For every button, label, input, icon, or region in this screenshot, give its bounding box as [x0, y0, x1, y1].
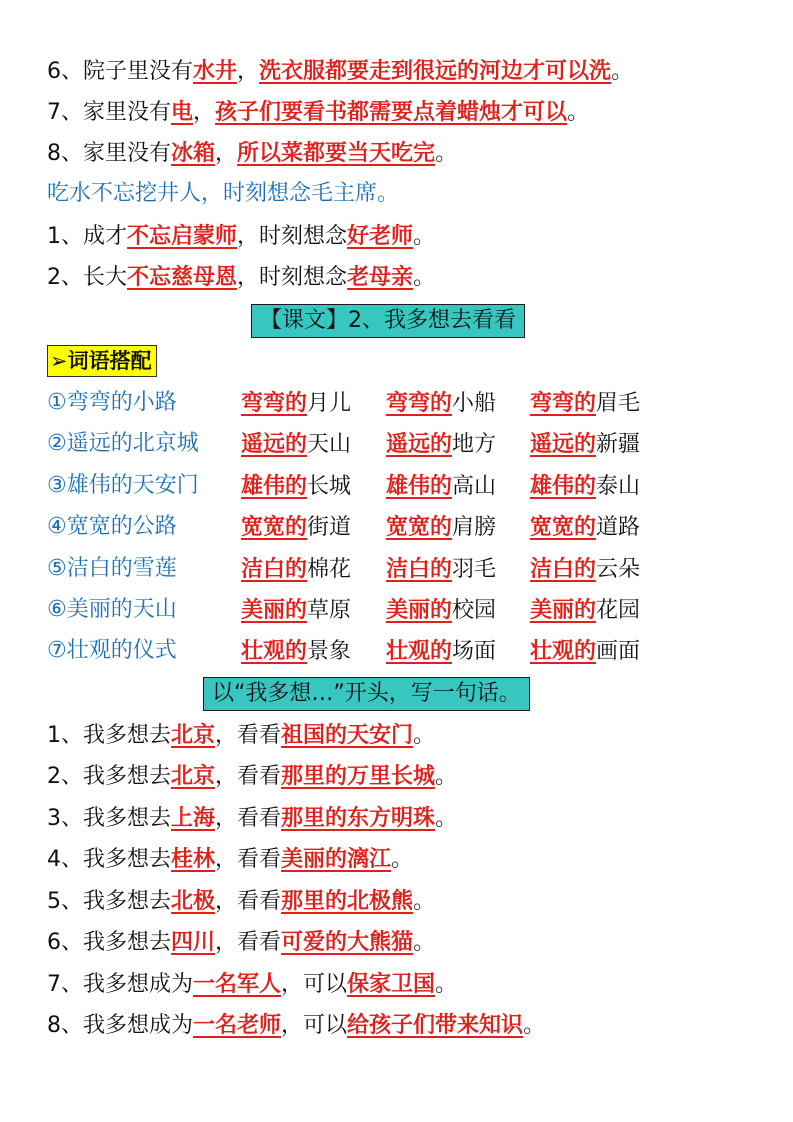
pair-phrase	[241, 471, 351, 502]
modifier-fill: 宽宽的	[530, 514, 597, 540]
modifier-fill: 雄伟的	[386, 473, 453, 499]
item-text: ，看看	[215, 847, 282, 872]
item-number: 3、	[47, 806, 83, 831]
item-text: ，	[215, 141, 238, 166]
item-number: 7、	[47, 972, 83, 997]
modifier-fill: 遥远的	[241, 431, 308, 457]
item-text: ，	[193, 100, 216, 125]
answer-fill: 水井	[193, 58, 238, 84]
modifier-fill: 美丽的	[386, 597, 453, 623]
answer-fill: 不忘慈母恩	[127, 264, 238, 290]
item-text: 我多想去	[83, 930, 172, 955]
modifier-fill: 弯弯的	[241, 390, 308, 416]
item-text: 。	[413, 224, 436, 249]
item-text: 我多想去	[83, 847, 172, 872]
modifier-fill: 宽宽的	[241, 514, 308, 540]
answer-fill: 那里的东方明珠	[281, 805, 436, 831]
pair-phrase	[386, 554, 496, 585]
pair-phrase	[530, 636, 640, 667]
sentence-item	[47, 927, 435, 958]
pair-phrase	[241, 429, 351, 460]
item-number: 8、	[47, 1013, 83, 1038]
modifier-fill: 遥远的	[386, 431, 453, 457]
noun: 新疆	[596, 432, 641, 457]
noun: 花园	[596, 598, 641, 623]
answer-fill: 老母亲	[347, 264, 414, 290]
item-text: 院子里没有	[83, 59, 194, 84]
pair-phrase	[241, 554, 351, 585]
modifier-fill: 壮观的	[386, 638, 453, 664]
answer-fill: 电	[171, 99, 194, 125]
item-text: 我多想去	[83, 723, 172, 748]
pair-phrase	[241, 636, 351, 667]
noun: 长城	[307, 474, 352, 499]
item-text: 我多想成为	[83, 1013, 194, 1038]
answer-fill: 祖国的天安门	[281, 722, 414, 748]
section-tag: ➢词语搭配	[47, 345, 157, 377]
answer-fill: 好老师	[347, 223, 414, 249]
pair-phrase	[241, 512, 351, 543]
item-text: 我多想去	[83, 889, 172, 914]
sentence-item	[47, 803, 457, 834]
sentence-item	[47, 761, 457, 792]
modifier-fill: 洁白的	[241, 556, 308, 582]
item-text: ，可以	[281, 1013, 348, 1038]
item-text: 。	[435, 806, 458, 831]
answer-fill: 北极	[171, 888, 216, 914]
sentence-banner: 以“我多想…”开头，写一句话。	[203, 677, 530, 711]
pair-phrase	[386, 429, 496, 460]
item-number: 6、	[47, 59, 83, 84]
example-phrase: ①弯弯的小路	[47, 390, 177, 415]
pair-phrase	[530, 512, 640, 543]
item-number: 2、	[47, 265, 83, 290]
item-number: 5、	[47, 889, 83, 914]
pair-phrase	[530, 554, 640, 585]
noun: 街道	[307, 515, 352, 540]
noun: 草原	[307, 598, 352, 623]
modifier-fill: 洁白的	[530, 556, 597, 582]
noun: 高山	[452, 474, 497, 499]
answer-fill: 上海	[171, 805, 216, 831]
item-text: 我多想成为	[83, 972, 194, 997]
noun: 地方	[452, 432, 497, 457]
pair-phrase	[530, 429, 640, 460]
answer-fill: 一名军人	[193, 971, 282, 997]
item-text: 成才	[83, 224, 128, 249]
noun: 景象	[307, 639, 352, 664]
answer-fill: 那里的万里长城	[281, 763, 436, 789]
item-number: 7、	[47, 100, 83, 125]
answer-fill: 孩子们要看书都需要点着蜡烛才可以	[215, 99, 568, 125]
answer-fill: 北京	[171, 763, 216, 789]
item-number: 8、	[47, 141, 83, 166]
item-text: 。	[413, 265, 436, 290]
modifier-fill: 美丽的	[241, 597, 308, 623]
sentence-item	[47, 969, 457, 1000]
answer-fill: 一名老师	[193, 1012, 282, 1038]
item-text: 我多想去	[83, 764, 172, 789]
item-text: 。	[435, 141, 458, 166]
pair-phrase	[241, 595, 351, 626]
item-text: ，	[237, 59, 260, 84]
example-phrase: ⑤洁白的雪莲	[47, 556, 177, 581]
item-number: 1、	[47, 723, 83, 748]
item-text: ，看看	[215, 764, 282, 789]
noun: 眉毛	[596, 391, 641, 416]
pair-phrase	[241, 388, 351, 419]
pair-phrase	[530, 388, 640, 419]
item-text: 。	[567, 100, 590, 125]
item-number: 2、	[47, 764, 83, 789]
pair-phrase	[530, 595, 640, 626]
item-text: ，时刻想念	[237, 224, 348, 249]
noun: 场面	[452, 639, 497, 664]
list-item	[47, 56, 633, 87]
noun: 月儿	[307, 391, 352, 416]
answer-fill: 给孩子们带来知识	[347, 1012, 524, 1038]
modifier-fill: 洁白的	[386, 556, 453, 582]
noun: 泰山	[596, 474, 641, 499]
answer-fill: 那里的北极熊	[281, 888, 414, 914]
list-item	[47, 138, 457, 169]
answer-fill: 美丽的漓江	[281, 846, 392, 872]
answer-fill: 北京	[171, 722, 216, 748]
pair-phrase	[386, 595, 496, 626]
noun: 天山	[307, 432, 352, 457]
noun: 棉花	[307, 557, 352, 582]
pair-phrase	[386, 471, 496, 502]
sentence-item	[47, 720, 435, 751]
list-item	[47, 221, 435, 252]
item-text: 长大	[83, 265, 128, 290]
item-text: 。	[435, 764, 458, 789]
list-item	[47, 262, 435, 293]
example-phrase: ⑦壮观的仪式	[47, 638, 177, 663]
sentence-item	[47, 886, 435, 917]
item-text: ，看看	[215, 806, 282, 831]
item-text: 家里没有	[83, 100, 172, 125]
pair-phrase	[386, 636, 496, 667]
item-text: 。	[391, 847, 414, 872]
example-phrase: ⑥美丽的天山	[47, 597, 177, 622]
noun: 羽毛	[452, 557, 497, 582]
pair-phrase	[386, 388, 496, 419]
sentence-item	[47, 844, 413, 875]
item-text: 。	[435, 972, 458, 997]
modifier-fill: 弯弯的	[386, 390, 453, 416]
item-text: 家里没有	[83, 141, 172, 166]
list-item	[47, 97, 589, 128]
noun: 校园	[452, 598, 497, 623]
modifier-fill: 雄伟的	[241, 473, 308, 499]
answer-fill: 可爱的大熊猫	[281, 929, 414, 955]
item-text: ，看看	[215, 889, 282, 914]
modifier-fill: 壮观的	[241, 638, 308, 664]
answer-fill: 洗衣服都要走到很远的河边才可以洗	[259, 58, 612, 84]
item-text: 。	[523, 1013, 546, 1038]
pair-phrase	[530, 471, 640, 502]
noun: 道路	[596, 515, 641, 540]
example-phrase: ④宽宽的公路	[47, 514, 177, 539]
item-text: ，看看	[215, 723, 282, 748]
item-text: ，时刻想念	[237, 265, 348, 290]
sentence-item	[47, 1010, 545, 1041]
modifier-fill: 雄伟的	[530, 473, 597, 499]
modifier-fill: 遥远的	[530, 431, 597, 457]
modifier-fill: 弯弯的	[530, 390, 597, 416]
item-number: 1、	[47, 224, 83, 249]
item-text: ，可以	[281, 972, 348, 997]
example-phrase: ③雄伟的天安门	[47, 473, 199, 498]
answer-fill: 所以菜都要当天吃完	[237, 140, 436, 166]
answer-fill: 四川	[171, 929, 216, 955]
modifier-fill: 宽宽的	[386, 514, 453, 540]
noun: 云朵	[596, 557, 641, 582]
noun: 画面	[596, 639, 641, 664]
item-number: 6、	[47, 930, 83, 955]
item-text: 。	[413, 889, 436, 914]
answer-fill: 冰箱	[171, 140, 216, 166]
item-text: ，看看	[215, 930, 282, 955]
modifier-fill: 美丽的	[530, 597, 597, 623]
example-phrase: ②遥远的北京城	[47, 431, 199, 456]
pair-phrase	[386, 512, 496, 543]
noun: 肩膀	[452, 515, 497, 540]
modifier-fill: 壮观的	[530, 638, 597, 664]
item-text: 。	[413, 723, 436, 748]
item-text: 。	[611, 59, 634, 84]
lesson-banner: 【课文】2、我多想去看看	[251, 304, 525, 338]
answer-fill: 保家卫国	[347, 971, 436, 997]
item-text: 。	[413, 930, 436, 955]
saying-line: 吃水不忘挖井人，时刻想念毛主席。	[47, 181, 400, 206]
item-text: 我多想去	[83, 806, 172, 831]
item-number: 4、	[47, 847, 83, 872]
noun: 小船	[452, 391, 497, 416]
answer-fill: 桂林	[171, 846, 216, 872]
answer-fill: 不忘启蒙师	[127, 223, 238, 249]
